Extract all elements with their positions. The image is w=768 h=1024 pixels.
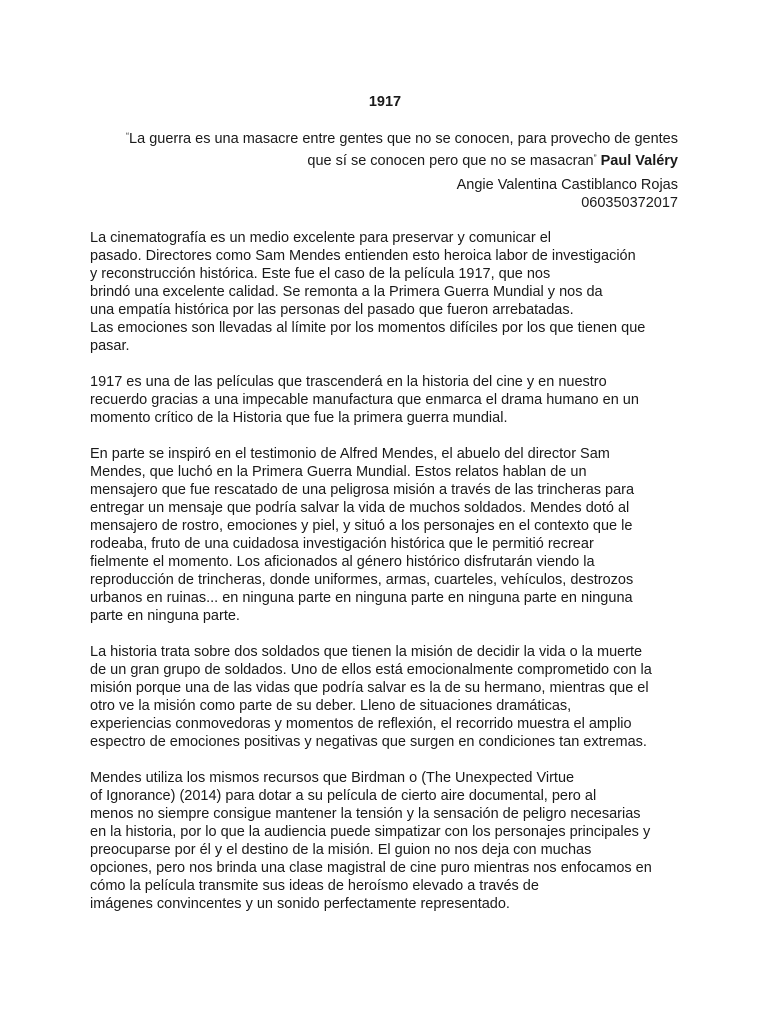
paragraph-line: en la historia, por lo que la audiencia puede simpatizar con los personajes principales y xyxy=(90,824,651,840)
author-name: Angie Valentina Castiblanco Rojas xyxy=(456,177,678,193)
body-paragraph xyxy=(90,229,690,355)
paragraph-line: cómo la película transmite sus ideas de heroísmo elevado a través de xyxy=(90,878,539,894)
paragraph-line: una empatía histórica por las personas del pasado que fueron arrebatadas. xyxy=(90,302,574,318)
body-paragraph xyxy=(90,373,690,427)
student-code: 060350372017 xyxy=(581,195,678,211)
document-title: 1917 xyxy=(368,94,402,110)
paragraph-line: imágenes convincentes y un sonido perfectamente representado. xyxy=(90,896,510,912)
paragraph-line: Mendes utiliza los mismos recursos que Birdman o (The Unexpected Virtue xyxy=(90,770,575,786)
paragraph-line: espectro de emociones positivas y negativas que surgen en condiciones tan extremas. xyxy=(90,734,647,750)
paragraph-line: pasado. Directores como Sam Mendes entienden esto heroica labor de investigación xyxy=(90,248,636,264)
quote-author: Paul Valéry xyxy=(600,152,678,169)
paragraph-line: preocuparse por él y el destino de la misión. El guion no nos deja con muchas xyxy=(90,842,592,858)
paragraph-line: La historia trata sobre dos soldados que tienen la misión de decidir la vida o la muerte xyxy=(90,644,643,660)
paragraph-line: mensajero de rostro, emociones y piel, y situó a los personajes en el contexto que le xyxy=(90,518,633,534)
paragraph-line: Mendes, que luchó en la Primera Guerra Mundial. Estos relatos hablan de un xyxy=(90,464,587,480)
paragraph-line: of Ignorance) (2014) para dotar a su película de cierto aire documental, pero al xyxy=(90,788,597,804)
paragraph-line: recuerdo gracias a una impecable manufactura que enmarca el drama humano en un xyxy=(90,392,639,408)
paragraph-line: mensajero que fue rescatado de una peligrosa misión a través de las trincheras para xyxy=(90,482,635,498)
paragraph-line: otro ve la misión como parte de su deber. Lleno de situaciones dramáticas, xyxy=(90,698,572,714)
quote-line-1 xyxy=(90,127,678,149)
body-paragraph xyxy=(90,445,690,625)
document-body xyxy=(90,229,690,931)
quote-line-2 xyxy=(90,149,678,171)
quote-line-2-text: que sí se conocen pero que no se masacran xyxy=(307,152,594,169)
paragraph-line: menos no siempre consigue mantener la tensión y la sensación de peligro necesarias xyxy=(90,806,641,822)
paragraph-line: brindó una excelente calidad. Se remonta a la Primera Guerra Mundial y nos da xyxy=(90,284,603,300)
paragraph-line: de un gran grupo de soldados. Uno de ellos está emocionalmente comprometido con la xyxy=(90,662,652,678)
paragraph-line: momento crítico de la Historia que fue la primera guerra mundial. xyxy=(90,410,508,426)
paragraph-line: reproducción de trincheras, donde uniformes, armas, cuarteles, vehículos, destrozos xyxy=(90,572,634,588)
body-paragraph xyxy=(90,769,690,913)
paragraph-line: 1917 es una de las películas que trascenderá en la historia del cine y en nuestro xyxy=(90,374,607,390)
paragraph-line: opciones, pero nos brinda una clase magistral de cine puro mientras nos enfocamos en xyxy=(90,860,652,876)
paragraph-line: y reconstrucción histórica. Este fue el caso de la película 1917, que nos xyxy=(90,266,551,282)
epigraph-quote xyxy=(90,127,678,170)
paragraph-line: entregar un mensaje que podría salvar la vida de muchos soldados. Mendes dotó al xyxy=(90,500,630,516)
quote-line-1-text: La guerra es una masacre entre gentes que no se conocen, para provecho de gentes xyxy=(129,131,678,147)
paragraph-line: parte en ninguna parte. xyxy=(90,608,240,624)
paragraph-line: experiencias conmovedoras y momentos de reflexión, el recorrido muestra el amplio xyxy=(90,716,632,732)
paragraph-line: Las emociones son llevadas al límite por los momentos difíciles por los que tienen que xyxy=(90,320,646,336)
paragraph-line: pasar. xyxy=(90,338,130,354)
author-byline xyxy=(90,176,678,212)
paragraph-line: rodeaba, fruto de una cuidadosa investigación histórica que le permitió recrear xyxy=(90,536,594,552)
paragraph-line: fielmente el momento. Los aficionados al género histórico disfrutarán viendo la xyxy=(90,554,595,570)
paragraph-line: urbanos en ruinas... en ninguna parte en ninguna parte en ninguna parte en ninguna xyxy=(90,590,633,606)
paragraph-line: La cinematografía es un medio excelente para preservar y comunicar el xyxy=(90,230,552,246)
body-paragraph xyxy=(90,643,690,751)
quote-open-mark: “ xyxy=(126,131,130,141)
document-page xyxy=(90,0,680,1024)
paragraph-line: misión porque una de las vidas que podría salvar es la de su hermano, mientras que el xyxy=(90,680,649,696)
quote-close-mark: ” xyxy=(593,152,597,163)
paragraph-line: En parte se inspiró en el testimonio de Alfred Mendes, el abuelo del director Sam xyxy=(90,446,610,462)
